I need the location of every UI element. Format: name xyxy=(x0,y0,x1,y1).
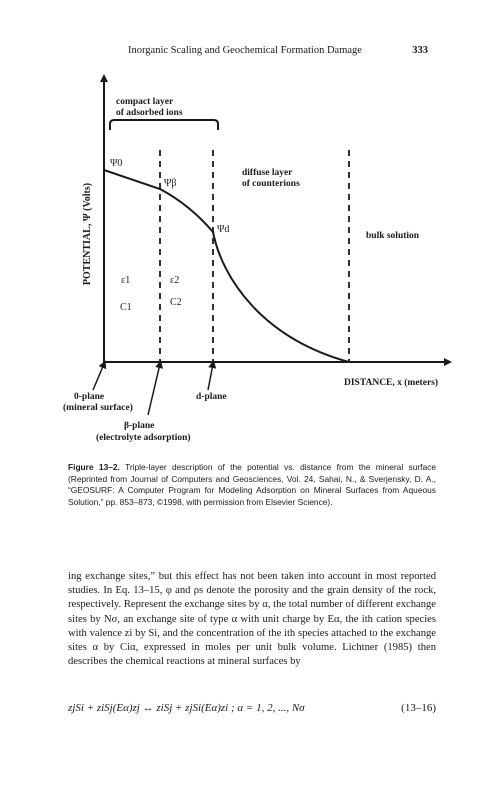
equation-number: (13–16) xyxy=(401,702,436,714)
x-axis-label: DISTANCE, x (meters) xyxy=(344,378,439,388)
epsilon-2-label: ε2 xyxy=(170,275,180,286)
d-plane-arrow xyxy=(208,364,213,390)
diffuse-layer-label-1: diffuse layer xyxy=(242,168,293,178)
capacitance-1-label: C1 xyxy=(120,302,132,313)
beta-plane-label-1: β-plane xyxy=(124,421,155,431)
y-axis-label: POTENTIAL, Ψ (Volts) xyxy=(82,182,93,286)
psi-0-label: Ψ0 xyxy=(110,158,123,169)
psi-d-label: Ψd xyxy=(217,224,230,235)
epsilon-1-label: ε1 xyxy=(121,275,131,286)
figure-caption-text: Triple-layer description of the potential vs. distance from the mineral surface (Reprinted from Journal of Computers and Geosciences, Vol. 24, Sahai, N., & Sverjensky, D. A., “GEOSURF: A Computer Program for Modeling Adsorption on Mineral Surfaces from Aqueous Solution,” pp. 853–873, ©1998, with permission from Elsevier Science). xyxy=(68,462,436,507)
d-plane-label: d-plane xyxy=(196,392,227,402)
equation-13-16 xyxy=(68,702,436,722)
figure-caption xyxy=(68,462,436,508)
running-title: Inorganic Scaling and Geochemical Formation Damage xyxy=(128,45,362,56)
beta-plane-arrow xyxy=(148,364,160,415)
zero-plane-label-1: 0-plane xyxy=(74,392,105,402)
zero-plane-arrow xyxy=(93,364,104,390)
body-text xyxy=(68,570,436,669)
diffuse-layer-label-2: of counterions xyxy=(242,179,300,189)
compact-layer-label-2: of adsorbed ions xyxy=(116,108,183,118)
equation-body: zjSi + ziSj(Eα)zj ↔ ziSj + zjSi(Eα)zi ; α = 1, 2, ..., Nσ xyxy=(68,702,305,714)
beta-plane-label-2: (electrolyte adsorption) xyxy=(96,433,191,443)
body-paragraph: ing exchange sites,” but this effect has not been taken into account in most reported studies. In Eq. 13–15, φ and ρs denote the porosity and the grain density of the rock, respectively. Represent the exchange sites by α, the total number of different exchange sites by Nσ, an exchange site of type α with unit charge by Eα, the ith cation species with valence zi by Si, and the concentration of the ith species attached to the exchange sites α by Ciα, expressed in moles per unit bulk volume. Lichtner (1985) then describes the chemical reactions at mineral surfaces by xyxy=(68,571,436,668)
psi-beta-label: Ψβ xyxy=(164,178,177,189)
figure-caption-label: Figure 13–2. xyxy=(68,462,120,472)
potential-curve xyxy=(104,170,349,362)
compact-layer-bracket xyxy=(110,120,218,130)
capacitance-2-label: C2 xyxy=(170,297,182,308)
page-number: 333 xyxy=(412,45,428,56)
zero-plane-label-2: (mineral surface) xyxy=(63,403,133,413)
bulk-solution-label: bulk solution xyxy=(366,231,420,241)
compact-layer-label-1: compact layer xyxy=(116,97,174,107)
